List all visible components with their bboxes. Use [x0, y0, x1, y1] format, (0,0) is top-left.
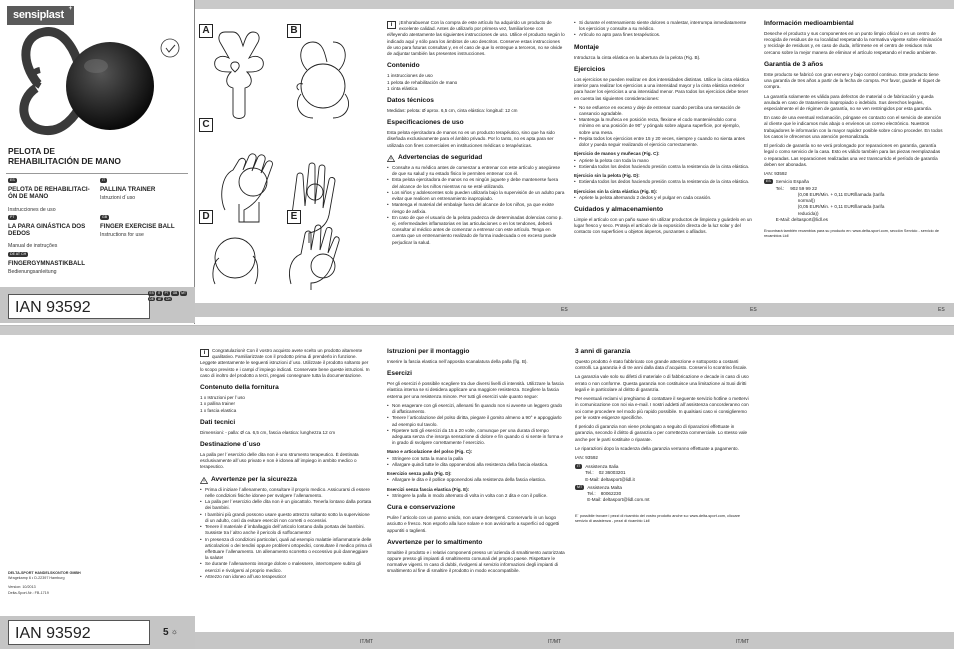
address-line: Version: 10/2013 — [8, 585, 36, 590]
es-intro: i ¡Enhorabuena! Con la compra de este artículo ha adquirido un producto de excelente calidad. Antes de utilizarlo por primera vez, familiarícese con el/leyendo atentamente las siguientes instrucciones de uso. Utilice el producto según lo indicado aquí y sólo para los ámbitos de uso descritos. Conserve estas instrucciones de uso para futuras consultas y, en el caso de que lo entregue a terceros, no se olvide de adjuntar también las presentes instrucciones. — [387, 20, 565, 57]
address-line: Delta-Sport-Nr.: FB-1719 — [8, 590, 49, 595]
list-item: • La palla per l´esercizio delle dita non è un giocattolo. Tenerla lontano dalla portata dei bambini. — [200, 499, 372, 511]
it-cont-heading: Contenuto della fornitura — [200, 384, 279, 392]
es-sub-list — [574, 195, 752, 201]
lang-sub-gb: Instructions for use — [100, 232, 144, 238]
service-email: E-Mail: deltasport@lidl.com.mt — [587, 497, 650, 503]
it-sub-list — [387, 456, 565, 468]
es-spares-note: Encontrará también recambios para su producto en: www.delta-sport.com, sección Servicio - servicio de recambios Lidl — [764, 229, 939, 239]
es-montaje-text: Introduzca la cinta elástica en la abertura de la pelota (Fig. B). — [574, 54, 701, 60]
list-item: • I bambini più grandi possono usare questo attrezzo soltanto sotto la supervisione di un adulto, così da evitare esercizi non corretti o eccessivi. — [200, 512, 372, 524]
es-info-heading: Información medioambiental — [764, 20, 854, 27]
lang-sub-de: Bedienungsanleitung — [8, 269, 57, 275]
flag-it: IT — [577, 464, 581, 469]
page-spread-bottom — [0, 325, 954, 649]
ian-flag: AT — [157, 296, 162, 301]
service-name: Servicio España — [775, 179, 809, 185]
flag-gb: GB — [102, 215, 108, 219]
list-item: • Los niños y adolescentes solo pueden utilizarla bajo la supervisión de un adulto para evitar que realicen un entrenamiento inapropiado. — [387, 190, 565, 202]
it-sub-heading: Esercizio senza palla (Fig. D): — [387, 471, 452, 477]
lang-title-gb: FINGER EXERCISE BALL — [100, 223, 175, 230]
es-contenido-line: 1 instrucciones de uso — [387, 73, 433, 79]
es-garantia-text: El período de garantía no se verá prolongado por reparaciones en garantía, garantía legal o como servicio de la casa. Esto es válido también para las piezas reemplazadas o reparadas. Las reparaciones realizadas una vez transcurrido el período de garantía deben ser abonadas. — [764, 143, 941, 167]
list-item: • Extienda todos los dedos haciendo presión contra la resistencia de la cinta elástica. — [574, 164, 752, 170]
it-column-3 — [575, 348, 753, 616]
es-sub-list — [574, 158, 752, 170]
list-item: • Se durante l´allenamento insorge dolore o malessere, interrompere subito gli esercizi e rivolgersi al proprio medico. — [200, 561, 372, 573]
list-item: • In presenza di condizioni particolari, quali ad esempio malattie infiammatorie delle articolazioni o dei tendini oppure problemi ortopedici, consultare il medico prima di effettuare l´allenamento. Un allenamento scorretto o eccessivo può danneggiare la salute! — [200, 537, 372, 562]
service-tel: Tel.: 80062230 — [587, 491, 622, 497]
it-gar-text: La garanzia vale solo su difetti di materiale o di fabbricazione e decade in caso di uso errato o non conforme. Questa garanzia non costituisce una limitazione ai Suoi diritti legali e in particolare al diritto di garanzia. — [575, 374, 749, 392]
lang-sub-es: Instrucciones de uso — [8, 207, 56, 213]
page-code: IT/MT — [548, 639, 562, 645]
service-email: E-Mail: deltasport@lidl.es — [775, 216, 828, 222]
address-line: DELTA-SPORT HANDELSKONTOR GMBH — [8, 571, 81, 575]
ian-flag: MT — [181, 291, 186, 295]
es-contenido-heading: Contenido — [387, 62, 420, 70]
list-item: • Non esagerare con gli esercizi, allenarsi fin quando non si avverte un leggero grado di affaticamento. — [387, 403, 565, 415]
it-ian: IAN: 93592 — [575, 455, 598, 460]
product-title: PELOTA DE REHABILITACIÓN DE MANO — [8, 146, 121, 167]
it-cura-heading: Cura e conservazione — [387, 504, 456, 512]
list-item: • No se esfuerce en exceso y deje de entrenar cuando perciba una sensación de cansancio agradable. — [574, 105, 752, 117]
ian-flag: CH — [165, 296, 171, 301]
list-item: • Stringere la palla in modo alternato di volta in volta con 2 dita e con il pollice. — [387, 493, 565, 499]
flag-es: ES — [10, 178, 15, 182]
ian-flag: GB — [172, 291, 178, 295]
list-item: • Tenere l´articolazione del polso diritta, piegare il gomito almeno a 90° e appoggiarlo ad esempio sul tavolo. — [387, 415, 565, 427]
tel-rate: (0,08 EUR/Min. + 0,11 EUR/llamada (tarifa normal)) — [797, 191, 885, 204]
it-column-2 — [387, 348, 565, 616]
list-item: • Ripetere tutti gli esercizi da 15 a 20 volte, comunque per una durata di tempo adeguata senza che insorga sensazione di dolore e fin quando ci si sente in forma e in grado di svolgere correttamente l´esercizio. — [387, 428, 565, 447]
it-sub-list — [387, 493, 565, 499]
es-datos-text: Medidas: pelota: Ø aprox. 6,5 cm, cinta elástica: longitud: 12 cm — [387, 108, 518, 114]
it-mont-text: Inserire la fascia elastica nell´apposita scanalatura della palla (fig. B). — [387, 358, 528, 364]
es-info-text: Deseche el producto y sus componentes en un punto limpio oficial o en un centro de recogida de residuos de su localidad respetando la normativa vigente sobre eliminación y reciclaje de residuos y, en caso de duda, infórmese en el centro de residuos más cercano sobre la mejor manera de eliminar el artículo respetando el medio ambiente. — [764, 30, 943, 55]
list-item: • Prima di iniziare l´allenamento, consultare il proprio medico. Assicurarsi di essere nelle condizioni fisiche idonee per svolgere l´allenamento. — [200, 487, 372, 499]
info-icon: i — [387, 21, 396, 29]
it-cont-line: 1 x pallina trainer — [200, 401, 235, 407]
it-smalt-text: Smaltire il prodotto e i relativi componenti presso un´azienda di smaltimento autorizzata oppure presso gli impianti di smaltimento comunali del proprio paese. Rispettare le normative vigenti. In caso di dubbi, rivolgersi al servizio informazioni degli impianti di smaltimento al fine di smaltire il prodotto in modo ecocompatibile. — [387, 549, 565, 574]
it-es-list — [387, 403, 565, 447]
list-item: • Esta pelota ejercitadora de manos no es ningún juguete y debe mantenerse fuera del alcance de los niños mientras no se esté utilizando. — [387, 177, 565, 189]
warning-icon — [387, 155, 395, 162]
es-ejercicios-text: Los ejercicios se pueden realizar en dos intensidades distintas. Utilice la cinta elástica interior para realizar los ejercicios a una intensidad mayor y la cinta elástica exterior para hacer los ejercicios a una intensidad menor. Para todos los ejercicios debe tener en cuenta las siguientes consideraciones: — [574, 76, 749, 101]
figure-grid — [195, 22, 368, 292]
es-ejercicios-heading: Ejercicios — [574, 65, 606, 73]
es-garantia-text: La garantía solamente es válida para defectos de material o de fabricación y queda anulada en caso de tratamiento inapropiado o indebido. Sus derechos legales, especialmente el de régimen de garantía, no se ven restringidos por esta garantía. — [764, 93, 934, 112]
es-cuidados-heading: Cuidados y almacenamiento — [574, 206, 664, 214]
it-sub-list — [387, 477, 565, 483]
address-line: Wragekamp 6 • D-22397 Hamburg — [8, 576, 65, 581]
tel-number: 902 59 99 22 — [790, 185, 818, 191]
es-column-1 — [387, 20, 565, 292]
page-number: 5 ☼ — [163, 627, 178, 638]
it-es-heading: Esercizi — [387, 370, 412, 378]
it-spares-note: E´ possibile trovare i pezzi di ricambio del vostro prodotto anche su: www.delta-sport.com, cliccare servizio di assistenza - pezzi di ricambio Lidl — [575, 513, 741, 523]
manufacturer-address — [8, 571, 158, 596]
cover-strip — [0, 0, 195, 324]
it-warning-list — [200, 487, 372, 581]
it-dest-heading: Destinazione d´uso — [200, 441, 261, 449]
ian-flag: PT — [164, 291, 169, 295]
es-montaje-heading: Montaje — [574, 43, 599, 51]
lang-title-pt: LA PARA GINÁSTICA DOS DEDOS — [8, 223, 86, 238]
it-column-1 — [200, 348, 372, 616]
es-sub-heading: Ejercicios sin la cinta elástica (Fig. E): — [574, 188, 658, 194]
tel-rate: (0,05 EUR/Min. + 0,11 EUR/llamada (tarifa reducida)) — [797, 204, 885, 216]
top-greybar — [195, 0, 954, 9]
it-intro: i Congratulazioni! Con il vostro acquisto avete scelto un prodotto altamente qualitativo. Familiarizzate con il prodotto prima di prenderlo in funzione. Leggete attentamente le seguenti istruzioni d´uso. Utilizzate il prodotto soltanto per lo scopo previsto e i campi d´impiego indicati. Conservate bene queste istruzioni. In caso di inoltro del prodotto a terzi, pregasi consegnare tutta la documentazione. — [200, 348, 370, 378]
es-column-2 — [574, 20, 752, 292]
flag-es: ES — [766, 179, 771, 184]
es-sub-list — [574, 179, 752, 185]
es-ejercicios-list — [574, 105, 752, 149]
tel-label: Tel.: — [775, 185, 785, 191]
it-es-text: Per gli esercizi è possibile scegliere tra due diversi livelli di intensità. Utilizzare la fascia elastica interna se si desidera applicare una maggiore resistenza. Scegliere la fascia esterna per una resistenza minore. Per tutti gli esercizi vale quanto segue: — [387, 381, 564, 399]
es-column-3 — [764, 20, 944, 292]
it-cont-line: 1 x Istruzioni per l´uso — [200, 395, 245, 401]
figure-label-d: D — [199, 210, 213, 224]
flag-it: IT — [102, 178, 106, 182]
es-contenido-line: 1 cinta elástica — [387, 85, 418, 91]
bottom-greybar — [0, 326, 954, 335]
es-espec-heading: Especificaciones de uso — [387, 119, 464, 127]
it-dati-heading: Dati tecnici — [200, 418, 236, 426]
figure-label-b: B — [287, 24, 301, 38]
lang-title-de: FINGERGYMNASTIKBALL — [8, 260, 85, 267]
es-warning-list-cont — [574, 20, 752, 39]
top-footerbar — [195, 303, 954, 317]
list-item: • Mantenga la muñeca en posición recta, flexione el codo manteniéndolo como mínimo en una posición de 90° y póngalo sobre alguna superficie, por ejemplo, sobre una mesa. — [574, 117, 752, 136]
es-espec-text: Esta pelota ejercitadora de manos no es un producto terapéutico, sino que ha sido diseñada exclusivamente para el ámbito privado. Por lo tanto, no es apta para ser utilizada con fines comerciales en instituciones médicas o terapéuticas. — [387, 130, 555, 148]
flag-pt: PT — [10, 215, 15, 219]
es-sub-heading: Ejercicio de manos y muñecas (Fig. C): — [574, 151, 660, 157]
ian-flag: DE — [149, 296, 154, 301]
service-tel: Tel.: 02 36003201 — [585, 470, 626, 476]
es-garantia-text: En caso de una eventual reclamación, póngase en contacto con el servicio de atención al cliente que le indicamos más abajo o envíenos un correo electrónico. Nuestros trabajadores le informarán con la mayor rapidez posible sobre cómo proceder. En todos los casos le ofrecemos una atención personalizada. — [764, 115, 943, 139]
page-code: ES — [938, 307, 945, 313]
lang-title-es: PELOTA DE REHABILITACI-ÓN DE MANO — [8, 186, 90, 201]
es-datos-heading: Datos técnicos — [387, 97, 434, 105]
it-warning-heading: Avvertenze per la sicurezza — [200, 476, 372, 485]
it-mont-heading: Istruzioni per il montaggio — [387, 348, 470, 355]
es-cuidados-text: Limpie el artículo con un paño suave sin utilizar productos de limpieza y guárdelo en un lugar fresco y seco. Proteja el artículo de la exposición directa de la luz solar y del contacto con superficies u objetos ásperos, punzantes o afilados. — [574, 217, 752, 235]
lang-title-it: PALLINA TRAINER — [100, 186, 156, 193]
list-item: • Si durante el entrenamiento siente dolores o malestar, interrumpa inmediatamente los ejercicios y consulte a su médico. — [574, 20, 752, 32]
it-cura-text: Pulire l´articolo con un panno umido, non usare detergenti. Conservarlo in un luogo asciutto e fresco. Non esporlo alla luce solare e non avvicinarlo a superfici od oggetti appuntiti o taglienti. — [387, 515, 560, 533]
list-item: • Stringere con tutta la mano la palla — [387, 456, 565, 462]
list-item: • Tenere il materiale d´imballaggio dell´articolo lontano dalla portata dei bambini. Sussiste tra l´altro anche il pericolo di soffocamento! — [200, 524, 372, 536]
list-item: • Allargare quindi tutte le dita opponendosi alla resistenza della fascia elastica. — [387, 462, 565, 468]
service-name: Assistenza Malta — [587, 484, 622, 490]
it-gar-text: Il periodo di garanzia non viene prolungato a seguito di riparazioni effettuate in garanzia, secondo il diritto di garanzia o per correttezza commerciale. Lo stesso vale anche per le parti sostituite o riparate. — [575, 424, 748, 442]
es-garantia-text: Este producto se fabricó con gran esmero y bajo control continuo. Este producto tiene una garantía de tres años a partir de la fecha de compra. Por favor, guarde el tíquet de compra. — [764, 71, 941, 90]
es-service-block — [764, 179, 944, 223]
es-ian: IAN: 93592 — [764, 171, 787, 177]
it-dest-text: La palla per l´esercizio delle dita non è uno strumento terapeutico. È destinata esclusivamente all´uso privato e non è idonea all´impiego in ambito medico o terapeutico. — [200, 451, 359, 470]
it-cont-line: 1 x fascia elastica — [200, 407, 237, 413]
figure-label-a: A — [199, 24, 213, 38]
page-spread-top — [0, 0, 954, 324]
es-contenido-line: 1 pelota de rehabilitación de mano — [387, 79, 458, 85]
it-sub-heading: Esercizi senza fascia elastica (Fig. E): — [387, 486, 470, 492]
bottom-footerbar — [195, 632, 954, 649]
list-item: • Mantenga el material del embalaje fuera del alcance de los niños, ya que existe riesgo de asfixia. — [387, 202, 565, 214]
it-gar-text: Questo prodotto è stato fabbricato con grande attenzione e sottoposto a costanti controlli. La garanzia è di tre anni dalla data d´acquisto. Conservi lo scontrino fiscale. — [575, 358, 748, 371]
it-dati-text: Dimensioni: - palla: Ø ca. 6,5 cm, fascia elastica: lunghezza 12 cm — [200, 429, 336, 435]
ian-flags — [148, 291, 188, 301]
brand-logo: sensiplast + — [7, 6, 74, 25]
list-item: • Apriete la pelota con toda la mano — [574, 158, 752, 164]
es-garantia-heading: Garantía de 3 años — [764, 60, 823, 68]
list-item: • Consulte a su médico antes de comenzar a entrenar con este artículo y asegúrese de que su salud y su estado físico le permiten entrenar con él. — [387, 165, 565, 177]
info-icon: i — [200, 349, 209, 357]
es-warning-list — [387, 165, 565, 246]
bottom-ian-box: IAN 93592 — [8, 620, 150, 645]
it-gar-text: Per eventuali reclami vi preghiamo di contattare il seguente servizio hotline o mettervi in comunicazione con noi via e-mail. I nostri addetti all´assistenza concorderanno con voi come procedere nel modo più rapido possibile. In qualsiasi caso vi consiglieremo per le vostre esigenze specifiche. — [575, 396, 749, 420]
page-code: IT/MT — [736, 639, 750, 645]
figure-illustrations — [195, 22, 368, 290]
list-item: • Artículo no apto para fines terapéuticos. — [574, 32, 752, 38]
page-code: IT/MT — [360, 639, 374, 645]
figure-label-e: E — [287, 210, 301, 224]
list-item: • En caso de que el usuario de la pelota padezca de determinadas dolencias como p. ej. enfermedades inflamatorias en las articulaciones o en los tendones, deberá consultar al médico antes de comenzar a entrenar con este artículo. Tenga en cuenta que un entrenamiento realizado de forma inadecuada o en exceso puede perjudicar la salud. — [387, 215, 565, 246]
list-item: • Extienda todos los dedos haciendo presión contra la resistencia de la cinta elástica. — [574, 179, 752, 185]
product-photo — [10, 22, 190, 140]
ian-number-box: IAN 93592 — [8, 294, 150, 319]
mt-service-block — [575, 485, 753, 504]
it-smalt-heading: Avvertenze per lo smaltimento — [387, 538, 483, 546]
it-gar-text: Le riparazioni dopo la scadenza della garanzia verranno effettuate a pagamento. — [575, 445, 739, 451]
list-item: • Repita todos los ejercicios entre 15 y 20 veces, siempre y cuando no sienta antes dolor y pueda seguir realizando el ejercicio correctamente. — [574, 136, 752, 148]
ian-flag: IT — [157, 291, 161, 295]
es-warning-heading: Advertencias de seguridad — [387, 154, 565, 163]
flag-de: DE AT CH — [10, 252, 27, 256]
it-gar-heading: 3 anni di garanzia — [575, 348, 631, 355]
flag-mt: MT — [577, 484, 583, 489]
figure-label-c: C — [199, 118, 213, 132]
sun-icon: ☼ — [170, 627, 178, 637]
ian-flag: ES — [149, 291, 154, 295]
list-item: • Apriete la pelota alternando 2 dedos y el pulgar en cada ocasión. — [574, 195, 752, 201]
list-item: • Attrezzo non idoneo all´uso terapeutico! — [200, 574, 372, 580]
page-code: ES — [561, 307, 568, 313]
lang-sub-pt: Manual de instruções — [8, 243, 58, 249]
service-name: Assistenza Italia — [585, 464, 619, 470]
warning-icon — [200, 477, 208, 484]
it-sub-heading: Mano e articolazione del polso (Fig. C): — [387, 449, 473, 455]
it-service-block — [575, 464, 753, 483]
service-email: E-Mail: deltasport@lidl.it — [585, 476, 635, 482]
page-code: ES — [750, 307, 757, 313]
list-item: • Allargare le dita e il pollice opponendosi alla resistenza della fascia elastica. — [387, 477, 565, 483]
lang-sub-it: Istruzioni d´uso — [100, 195, 136, 201]
es-sub-heading: Ejercicio sin la pelota (Fig. D): — [574, 173, 640, 179]
